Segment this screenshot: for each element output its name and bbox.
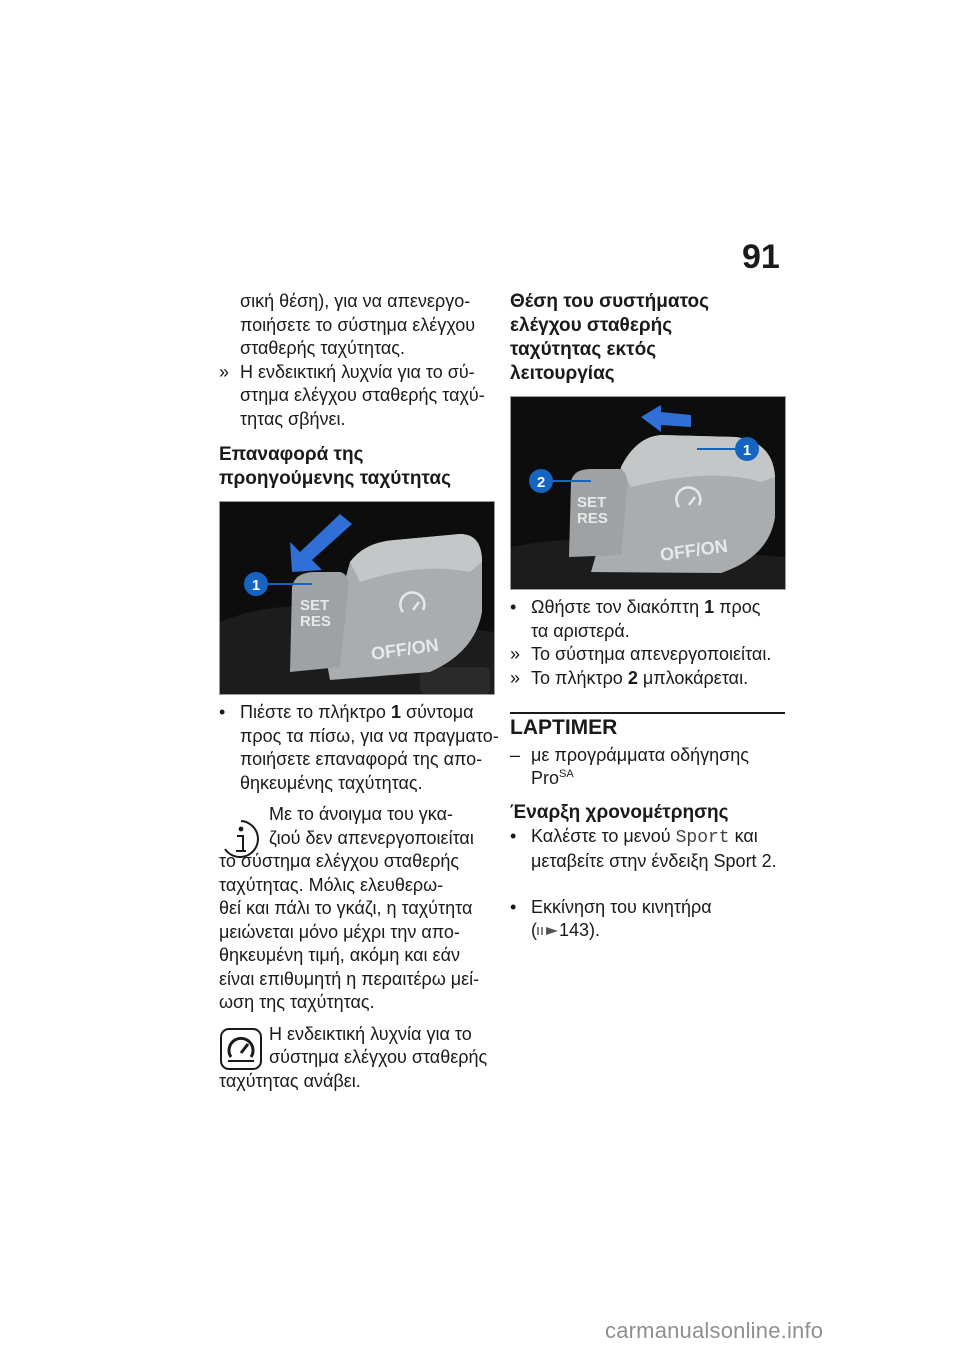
bullet-item (510, 596, 785, 643)
callout-2-label: 2 (536, 474, 546, 491)
note-line: θηκευμένη τιμή, ακόμη και εάν (219, 945, 460, 965)
bullet-item (219, 701, 499, 795)
note-line: μειώνεται μόνο μέχρι την απο- (219, 921, 460, 942)
intro-line: σική θέση), για να απενεργο- (240, 291, 471, 311)
note-line: Η ενδεικτική λυχνία για το (269, 1023, 472, 1044)
bullet-line: ποιήσετε επαναφορά της απο- (240, 749, 483, 769)
callout-1-label: 1 (742, 442, 752, 459)
section-heading: λειτουργίας (510, 363, 615, 384)
start-timing-heading: Έναρξη χρονομέτρησης (510, 801, 729, 823)
bullet-line: Πιέστε το πλήκτρο 1 σύντομα (240, 702, 474, 722)
info-icon (219, 817, 263, 861)
bullet-marker: • (510, 825, 517, 846)
sport-menu-code: Sport (675, 827, 730, 848)
bullet-line: Καλέστε το μενού Sport και (531, 825, 758, 848)
cruise-control-lamp-icon (219, 1027, 263, 1071)
note-line: θεί και πάλι το γκάζι, η ταχύτητα (219, 898, 473, 918)
left-column (219, 290, 499, 1093)
offon-label: OFF/ON (369, 634, 440, 664)
result-item (510, 643, 785, 667)
dash-marker: – (510, 744, 521, 765)
result-marker: » (510, 644, 521, 664)
bullet-line: θηκευμένης ταχύτητας. (240, 772, 423, 793)
bullet-line: Εκκίνηση του κινητήρα (531, 896, 712, 917)
res-label: RES (300, 613, 331, 630)
page-reference: 143 (559, 920, 590, 940)
note-line: το σύστημα ελέγχου σταθερής (219, 851, 460, 871)
note-line: ωση της ταχύτητας. (219, 992, 375, 1012)
bullet-line: Ωθήστε τον διακόπτη 1 προς (531, 597, 761, 617)
bullet-item (510, 825, 785, 874)
info-note (219, 803, 494, 1015)
bullet-marker: • (219, 702, 226, 722)
section-heading: ελέγχου σταθερής (510, 315, 673, 336)
result-line: στημα ελέγχου σταθερής ταχύ- (240, 385, 485, 405)
bullet-line: προς τα πίσω, για να πραγματο- (240, 725, 499, 746)
note-line: είναι επιθυμητή η περαιτέρω μεί- (219, 968, 480, 989)
bullet-item (510, 896, 785, 943)
section-rule (510, 712, 785, 714)
bullet-marker: • (510, 597, 517, 617)
section-heading: ταχύτητας εκτός (510, 339, 657, 360)
page-number: 91 (742, 238, 780, 276)
right-column (510, 290, 785, 943)
cruise-lamp-note (219, 1023, 494, 1094)
intro-line: σταθερής ταχύτητας. (240, 338, 405, 358)
note-line: ζιού δεν απενεργοποιείται (269, 827, 474, 848)
set-label: SET (577, 494, 607, 511)
bullet-line: μεταβείτε στην ένδειξη Sport 2. (531, 851, 777, 871)
result-marker: » (510, 667, 521, 688)
condition-line: με προγράμματα οδήγησης (531, 744, 749, 765)
result-line: τητας σβήνει. (240, 408, 346, 429)
result-line: Η ενδεικτική λυχνία για το σύ- (240, 361, 475, 382)
watermark: carmanualsonline.info (605, 1318, 824, 1343)
result-marker: » (219, 361, 230, 382)
condition-item (510, 744, 785, 791)
bullet-line[interactable]: ( 143). (531, 920, 601, 940)
callout-1-label: 1 (251, 577, 261, 594)
switch-figure-off (510, 396, 786, 590)
sa-superscript: SA (559, 768, 574, 780)
condition-line: Pro$^{SA}$ (531, 768, 574, 788)
bullet-line: τα αριστερά. (531, 620, 630, 641)
section-heading: Θέση του συστήματος (510, 291, 710, 312)
note-line: σύστημα ελέγχου σταθερής (269, 1047, 488, 1067)
note-line: Με το άνοιγμα του γκα- (269, 804, 453, 824)
section-heading: Επαναφορά της (219, 444, 364, 465)
offon-label: OFF/ON (658, 535, 729, 565)
section-heading: προηγούμενης ταχύτητας (219, 468, 451, 489)
switch-figure-press (219, 501, 495, 695)
result-line: Το σύστημα απενεργοποιείται. (531, 644, 772, 664)
bullet-marker: • (510, 896, 517, 917)
laptimer-title: LAPTIMER (510, 716, 618, 739)
note-line: ταχύτητας. Μόλις ελευθερω- (219, 874, 444, 895)
result-item (510, 667, 785, 691)
note-line: ταχύτητας ανάβει. (219, 1070, 361, 1091)
page-reference-arrow-icon (537, 925, 559, 937)
result-line: Το πλήκτρο 2 μπλοκάρεται. (531, 667, 749, 688)
intro-line: ποιήσετε το σύστημα ελέγχου (240, 314, 476, 335)
res-label: RES (577, 510, 608, 527)
result-item (219, 361, 494, 432)
set-label: SET (300, 597, 330, 614)
